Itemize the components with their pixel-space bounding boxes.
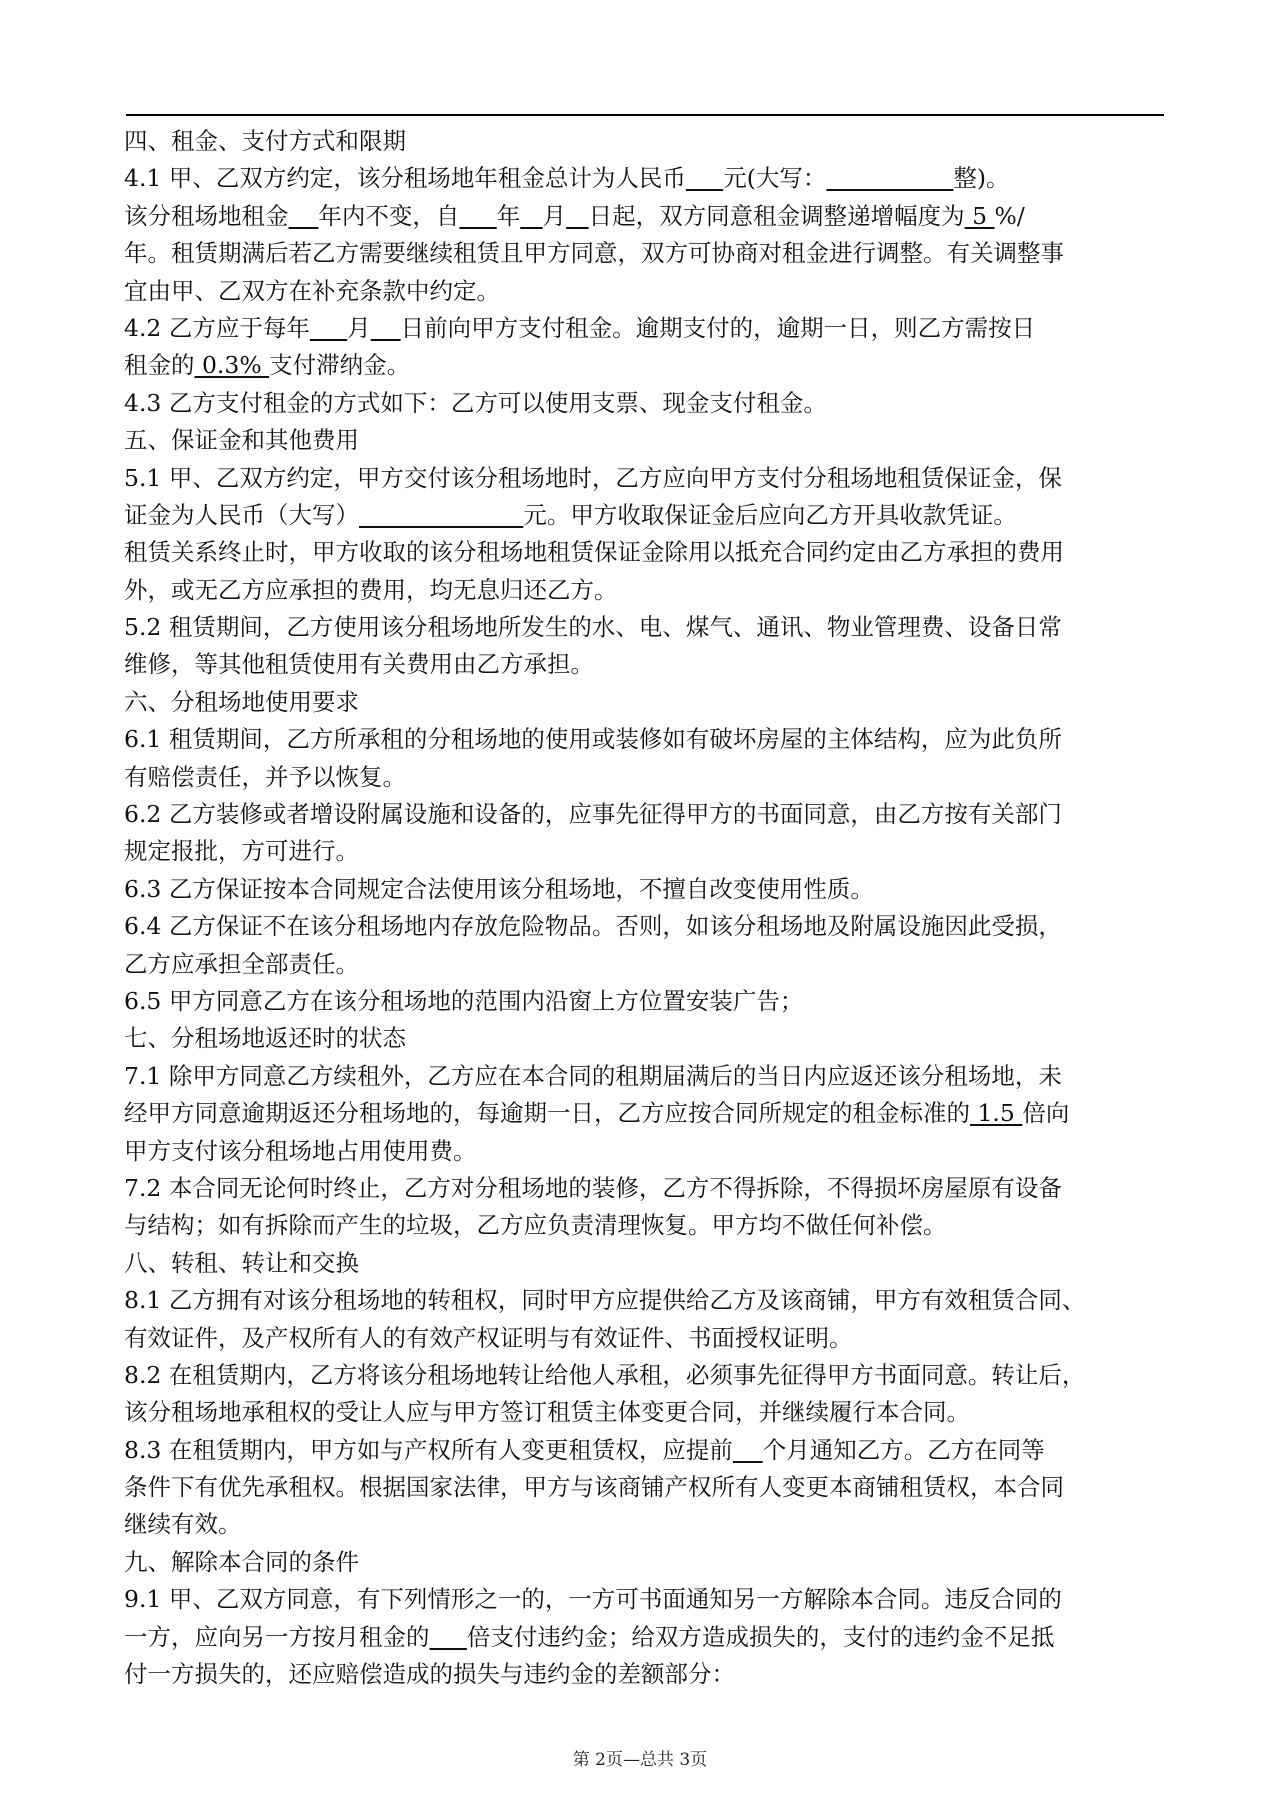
text-segment: 8.2 在租赁期内，乙方将该分租场地转让给他人承租，必须事先征得甲方书面同意。转让后， <box>124 1360 1086 1389</box>
text-segment: 8.3 在租赁期内，甲方如与产权所有人变更租赁权，应提前 <box>124 1435 733 1464</box>
text-segment: 该分租场地租金 <box>124 201 289 230</box>
contract-body <box>124 123 1168 1693</box>
blank-field <box>359 501 523 529</box>
text-line <box>124 946 1168 983</box>
text-line <box>124 646 1168 683</box>
text-segment: 5.2 租赁期间，乙方使用该分租场地所发生的水、电、煤气、通讯、物业管理费、设备日常 <box>124 613 1062 642</box>
text-segment: 元(大写： <box>723 164 827 193</box>
text-line <box>124 1581 1168 1618</box>
text-segment: 6.4 乙方保证不在该分租场地内存放危险物品。否则，如该分租场地及附属设施因此受损， <box>124 912 1062 941</box>
text-segment: 支付滞纳金。 <box>269 351 411 380</box>
text-line <box>124 460 1168 497</box>
text-segment: 年。租赁期满后若乙方需要继续租赁且甲方同意，双方可协商对租金进行调整。有关调整事 <box>124 239 1064 268</box>
text-line <box>124 235 1168 272</box>
text-segment: 外，或无乙方应承担的费用，均无息归还乙方。 <box>124 575 618 604</box>
text-segment: 月 <box>542 201 567 230</box>
text-segment: 7.2 本合同无论何时终止，乙方对分租场地的装修，乙方不得拆除，不得损坏房屋原有设备 <box>124 1173 1062 1202</box>
text-line <box>124 385 1168 422</box>
text-segment: 5.1 甲、乙双方约定，甲方交付该分租场地时，乙方应向甲方支付分租场地租赁保证金，保 <box>124 463 1062 492</box>
blank-field <box>289 202 319 230</box>
text-segment: 日前向甲方支付租金。逾期支付的，逾期一日，则乙方需按日 <box>400 313 1036 342</box>
blank-field: 1.5 <box>970 1099 1023 1128</box>
text-segment: 整)。 <box>953 164 1010 193</box>
text-segment: 六、分租场地使用要求 <box>124 687 359 716</box>
text-segment: 五、保证金和其他费用 <box>124 426 359 455</box>
text-line <box>124 1656 1168 1693</box>
text-segment: 7.1 除甲方同意乙方续租外，乙方应在本合同的租期届满后的当日内应返还该分租场地，未 <box>124 1061 1062 1090</box>
text-segment: 6.1 租赁期间，乙方所承租的分租场地的使用或装修如有破坏房屋的主体结构，应为此负所 <box>124 725 1062 754</box>
text-line <box>124 1058 1168 1095</box>
text-segment: 4.2 乙方应于每年 <box>124 313 310 342</box>
text-line <box>124 1282 1168 1319</box>
text-segment: 9.1 甲、乙双方同意，有下列情形之一的，一方可书面通知另一方解除本合同。违反合同的 <box>124 1585 1062 1614</box>
text-line <box>124 534 1168 571</box>
blank-field <box>430 1623 467 1651</box>
text-line <box>124 1506 1168 1543</box>
text-segment: 九、解除本合同的条件 <box>124 1547 359 1576</box>
text-line <box>124 721 1168 758</box>
text-line <box>124 422 1168 459</box>
text-segment: 乙方应承担全部责任。 <box>124 949 359 978</box>
text-line <box>124 1432 1168 1469</box>
text-segment: 租赁关系终止时，甲方收取的该分租场地租赁保证金除用以抵充合同约定由乙方承担的费用 <box>124 538 1064 567</box>
text-segment: 四、租金、支付方式和限期 <box>124 127 406 155</box>
text-line <box>124 759 1168 796</box>
text-line <box>124 123 1168 160</box>
text-line <box>124 1245 1168 1282</box>
text-line <box>124 1320 1168 1357</box>
text-segment: 七、分租场地返还时的状态 <box>124 1024 406 1053</box>
text-line <box>124 572 1168 609</box>
text-segment: 年内不变，自 <box>318 201 460 230</box>
blank-field: 5 <box>964 201 995 230</box>
text-segment: 年 <box>496 201 521 230</box>
blank-field: 0.3% <box>194 351 270 380</box>
text-segment: 6.3 乙方保证按本合同规定合法使用该分租场地，不擅自改变使用性质。 <box>124 874 874 903</box>
text-line <box>124 1133 1168 1170</box>
blank-field <box>459 202 496 230</box>
text-line <box>124 347 1168 384</box>
text-line <box>124 1170 1168 1207</box>
text-segment: 有赔偿责任，并予以恢复。 <box>124 762 406 791</box>
text-line <box>124 1357 1168 1394</box>
text-segment: 经甲方同意逾期返还分租场地的，每逾期一日，乙方应按合同所规定的租金标准的 <box>124 1099 970 1128</box>
text-segment: %/ <box>994 201 1025 230</box>
text-segment: 有效证件，及产权所有人的有效产权证明与有效证件、书面授权证明。 <box>124 1323 853 1352</box>
text-line <box>124 684 1168 721</box>
text-segment: 甲方支付该分租场地占用使用费。 <box>124 1136 477 1165</box>
text-segment: 维修，等其他租赁使用有关费用由乙方承担。 <box>124 650 594 679</box>
text-segment: 倍向 <box>1022 1099 1070 1128</box>
text-segment: 月 <box>347 313 371 342</box>
text-line <box>124 1619 1168 1656</box>
blank-field <box>566 202 588 230</box>
blank-field <box>310 314 347 342</box>
text-segment: 倍支付违约金；给双方造成损失的，支付的违约金不足抵 <box>466 1622 1055 1651</box>
blank-field <box>733 1436 763 1464</box>
text-segment: 日起，双方同意租金调整递增幅度为 <box>588 201 965 230</box>
text-segment: 元。甲方收取保证金后应向乙方开具收款凭证。 <box>523 500 1017 529</box>
text-line <box>124 1469 1168 1506</box>
text-segment: 规定报批，方可进行。 <box>124 837 359 866</box>
text-line <box>124 273 1168 310</box>
blank-field <box>686 164 723 192</box>
text-segment: 6.2 乙方装修或者增设附属设施和设备的，应事先征得甲方的书面同意，由乙方按有关部门 <box>124 800 1062 829</box>
blank-field <box>520 202 542 230</box>
text-line <box>124 609 1168 646</box>
header-rule <box>126 114 1164 116</box>
text-segment: 租金的 <box>124 351 195 380</box>
text-line <box>124 1095 1168 1132</box>
text-line <box>124 908 1168 945</box>
text-segment: 继续有效。 <box>124 1510 242 1539</box>
text-line <box>124 871 1168 908</box>
text-segment: 付一方损失的，还应赔偿造成的损失与违约金的差额部分： <box>124 1660 735 1689</box>
blank-field <box>371 314 401 342</box>
blank-field <box>826 164 953 192</box>
text-line <box>124 160 1168 197</box>
text-segment: 条件下有优先承租权。根据国家法律，甲方与该商铺产权所有人变更本商铺租赁权，本合同 <box>124 1473 1064 1502</box>
text-segment: 4.3 乙方支付租金的方式如下：乙方可以使用支票、现金支付租金。 <box>124 388 827 417</box>
text-line <box>124 796 1168 833</box>
text-line <box>124 310 1168 347</box>
text-line <box>124 983 1168 1020</box>
text-line <box>124 1207 1168 1244</box>
text-line <box>124 833 1168 870</box>
text-line <box>124 198 1168 235</box>
page-footer: 第 2页—总共 3页 <box>572 1750 708 1770</box>
text-segment: 一方，应向另一方按月租金的 <box>124 1622 430 1651</box>
text-segment: 个月通知乙方。乙方在同等 <box>762 1435 1045 1464</box>
text-line <box>124 1394 1168 1431</box>
text-line <box>124 497 1168 534</box>
text-line <box>124 1544 1168 1581</box>
text-segment: 该分租场地承租权的受让人应与甲方签订租赁主体变更合同，并继续履行本合同。 <box>124 1398 970 1427</box>
text-segment: 证金为人民币（大写） <box>124 500 359 529</box>
text-segment: 与结构；如有拆除而产生的垃圾，乙方应负责清理恢复。甲方均不做任何补偿。 <box>124 1211 947 1240</box>
text-line <box>124 1020 1168 1057</box>
text-segment: 8.1 乙方拥有对该分租场地的转租权，同时甲方应提供给乙方及该商铺，甲方有效租赁合同、 <box>124 1286 1086 1315</box>
text-segment: 宜由甲、乙双方在补充条款中约定。 <box>124 276 500 305</box>
text-segment: 4.1 甲、乙双方约定，该分租场地年租金总计为人民币 <box>124 164 686 193</box>
text-segment: 八、转租、转让和交换 <box>124 1248 359 1277</box>
text-segment: 6.5 甲方同意乙方在该分租场地的范围内沿窗上方位置安装广告； <box>124 986 804 1015</box>
